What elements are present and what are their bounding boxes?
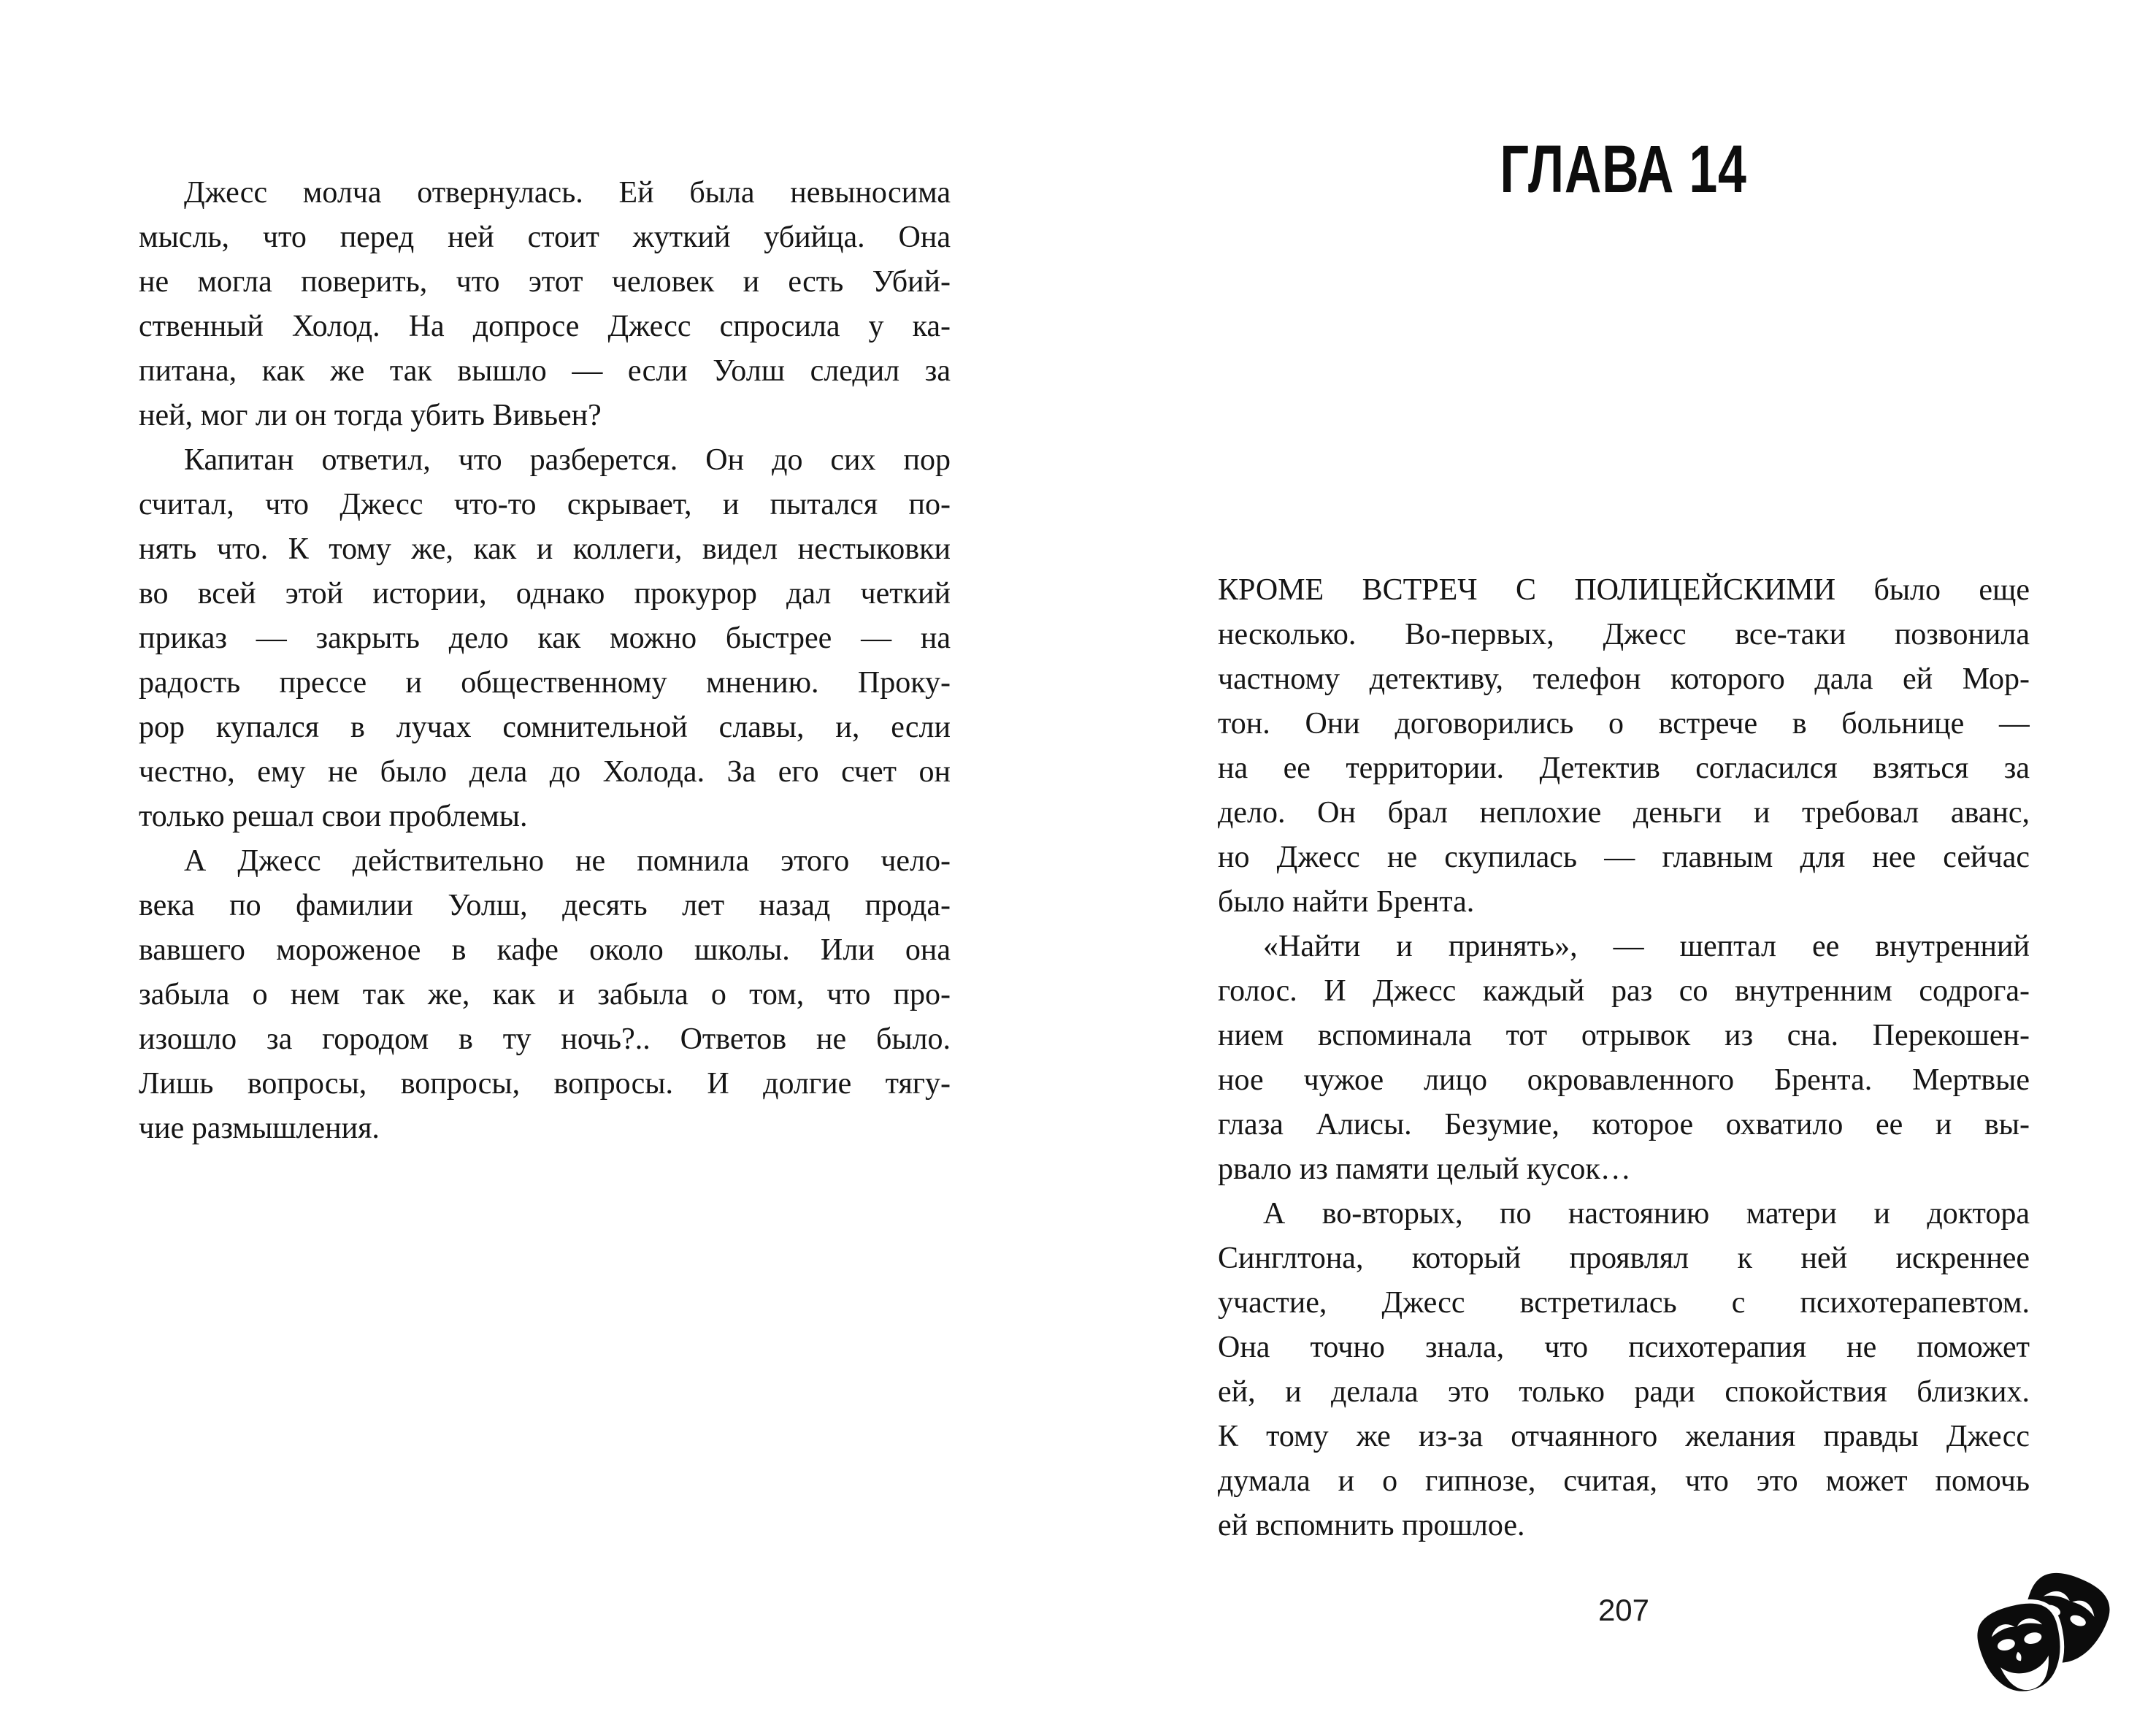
paragraph — [139, 171, 951, 438]
text-line: глаза Алисы. Безумие, которое охватило ее и вы- — [1218, 1108, 2030, 1141]
right-page — [1078, 0, 2156, 1725]
page-number: 207 — [1597, 1593, 1650, 1627]
text-line: считал, что Джесс что-то скрывает, и пытался по- — [139, 488, 951, 521]
text-line: изошло за городом в ту ночь?.. Ответов не было. — [139, 1022, 951, 1056]
text-line: века по фамилии Уолш, десять лет назад прода- — [139, 889, 951, 922]
right-text-column — [1218, 568, 2030, 1548]
text-line: ственный Холод. На допросе Джесс спросила у ка- — [139, 310, 951, 343]
text-line: не могла поверить, что этот человек и есть Убий- — [139, 265, 951, 299]
chapter-title — [1218, 132, 2030, 207]
text-line: Лишь вопросы, вопросы, вопросы. И долгие тягу- — [139, 1067, 951, 1101]
text-line: рвало из памяти целый кусок… — [1218, 1152, 1631, 1186]
text-line: рор купался в лучах сомнительной славы, и, если — [139, 711, 951, 744]
text-line: питана, как же так вышло — если Уолш следил за — [139, 354, 951, 388]
text-line: Капитан ответил, что разберется. Он до сих пор — [184, 443, 951, 477]
text-line: мысль, что перед ней стоит жуткий убийца. Она — [139, 221, 951, 254]
text-line: радость прессе и общественному мнению. Проку- — [139, 666, 951, 700]
paragraph — [139, 839, 951, 1151]
text-line: ное чужое лицо окровавленного Брента. Мертвые — [1218, 1063, 2030, 1097]
text-line: дело. Он брал неплохие деньги и требовал аванс, — [1218, 796, 2030, 830]
text-line: нять что. К тому же, как и коллеги, видел нестыковки — [139, 532, 951, 566]
text-line: К тому же из-за отчаянного желания правды Джесс — [1218, 1420, 2030, 1453]
text-line: «Найти и принять», — шептал ее внутренний — [1263, 930, 2030, 963]
text-line: Она точно знала, что психотерапия не поможет — [1218, 1331, 2030, 1364]
text-line: во всей этой истории, однако прокурор дал четкий — [139, 577, 951, 611]
text-line: на ее территории. Детектив согласился взяться за — [1218, 751, 2030, 785]
text-line: Синглтона, который проявлял к ней искреннее — [1218, 1242, 2030, 1275]
text-line: вавшего мороженое в кафе около школы. Или она — [139, 933, 951, 967]
text-line: приказ — закрыть дело как можно быстрее — на — [139, 621, 951, 655]
paragraph — [139, 438, 951, 839]
left-text-column — [139, 171, 951, 1151]
text-line: КРОМЕ ВСТРЕЧ С ПОЛИЦЕЙСКИМИ было еще — [1218, 573, 2030, 607]
text-line: ей, и делала это только ради спокойствия близких. — [1218, 1375, 2030, 1409]
text-line: А Джесс действительно не помнила этого чело- — [184, 844, 951, 878]
text-line: ей вспомнить прошлое. — [1218, 1509, 1525, 1542]
chapter-title-text: ГЛАВА 14 — [1500, 132, 1748, 207]
text-line: тон. Они договорились о встрече в больнице — — [1218, 707, 2030, 741]
text-line: но Джесс не скупилась — главным для нее сейчас — [1218, 841, 2030, 874]
paragraph — [1218, 568, 2030, 925]
text-line: думала и о гипнозе, считая, что это может помочь — [1218, 1464, 2030, 1498]
text-line: А во-вторых, по настоянию матери и доктора — [1263, 1197, 2030, 1231]
text-line: честно, ему не было дела до Холода. За его счет он — [139, 755, 951, 789]
text-line: забыла о нем так же, как и забыла о том, что про- — [139, 978, 951, 1011]
text-line: было найти Брента. — [1218, 885, 1475, 919]
text-line: только решал свои проблемы. — [139, 800, 528, 833]
text-line: несколько. Во-первых, Джесс все-таки позвонила — [1218, 618, 2030, 651]
text-line: чие размышления. — [139, 1112, 380, 1145]
paragraph — [1218, 925, 2030, 1192]
comedy-tragedy-masks-icon — [1969, 1564, 2127, 1715]
paragraph — [1218, 1192, 2030, 1548]
text-line: нием вспоминала тот отрывок из сна. Перекошен- — [1218, 1019, 2030, 1052]
text-line: ней, мог ли он тогда убить Вивьен? — [139, 399, 602, 432]
text-line: частному детективу, телефон которого дала ей Мор- — [1218, 662, 2030, 696]
text-line: Джесс молча отвернулась. Ей была невыносима — [184, 176, 951, 210]
text-line: участие, Джесс встретилась с психотерапевтом. — [1218, 1286, 2030, 1320]
text-line: голос. И Джесс каждый раз со внутренним содрога- — [1218, 974, 2030, 1008]
